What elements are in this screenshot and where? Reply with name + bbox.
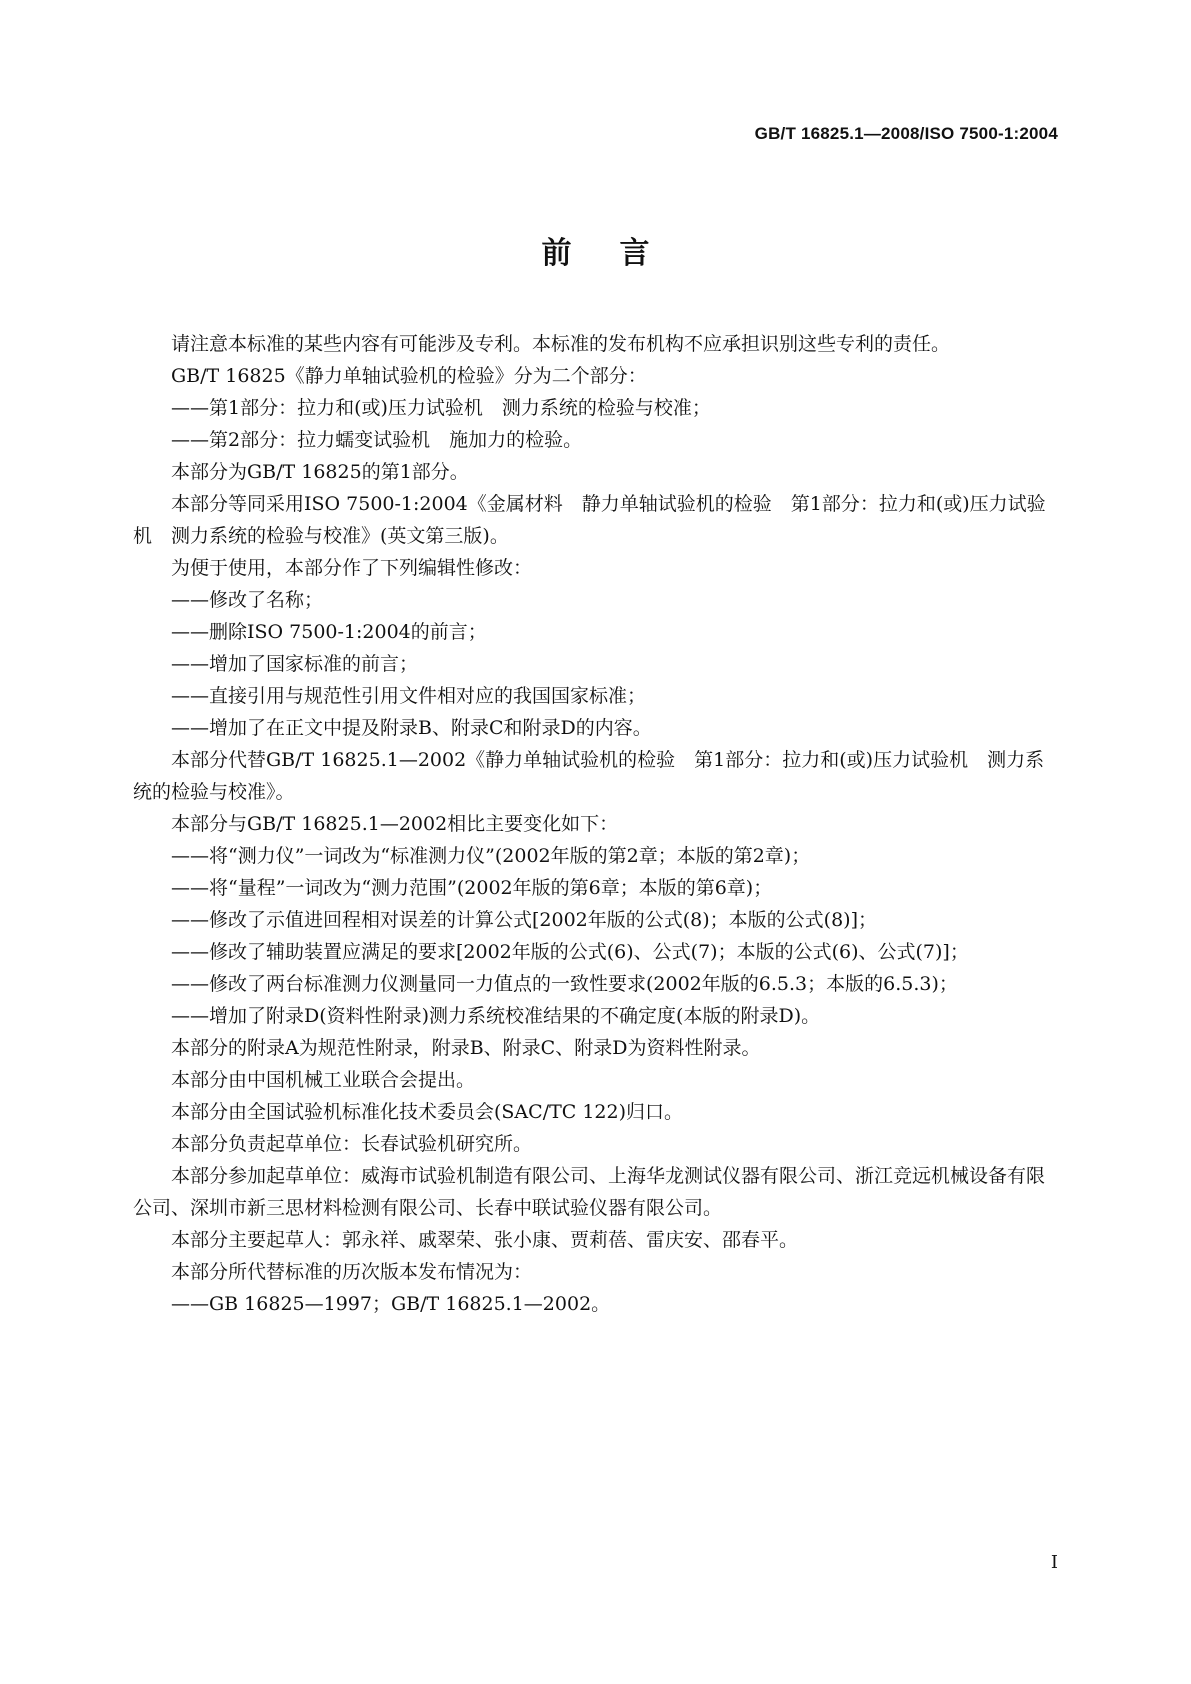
list-item: ——第1部分：拉力和(或)压力试验机 测力系统的检验与校准； xyxy=(171,397,711,419)
paragraph: 本部分的附录A为规范性附录，附录B、附录C、附录D为资料性附录。 xyxy=(171,1037,761,1059)
paragraph: 本部分主要起草人：郭永祥、戚翠荣、张小康、贾莉蓓、雷庆安、邵春平。 xyxy=(171,1229,799,1251)
paragraph: 请注意本标准的某些内容有可能涉及专利。本标准的发布机构不应承担识别这些专利的责任。 xyxy=(171,333,951,355)
page-title: 前言 xyxy=(541,236,698,271)
standard-code-header: GB/T 16825.1—2008/ISO 7500-1:2004 xyxy=(754,124,1058,143)
list-item: ——直接引用与规范性引用文件相对应的我国国家标准； xyxy=(171,685,647,707)
paragraph: 本部分参加起草单位：威海市试验机制造有限公司、上海华龙测试仪器有限公司、浙江竞远机械设备有限公司、深圳市新三思材料检测有限公司、长春中联试验仪器有限公司。 xyxy=(133,1165,1046,1219)
page-number: I xyxy=(1050,1552,1058,1573)
list-item: ——GB 16825—1997；GB/T 16825.1—2002。 xyxy=(171,1293,611,1315)
list-item: ——修改了示值进回程相对误差的计算公式[2002年版的公式(8)；本版的公式(8)]； xyxy=(171,909,878,931)
paragraph: 本部分为GB/T 16825的第1部分。 xyxy=(171,461,469,483)
list-item: ——增加了在正文中提及附录B、附录C和附录D的内容。 xyxy=(171,717,652,739)
paragraph: GB/T 16825《静力单轴试验机的检验》分为二个部分： xyxy=(171,365,647,387)
paragraph: 为便于使用，本部分作了下列编辑性修改： xyxy=(171,557,533,579)
foreword-body xyxy=(133,328,1061,1320)
paragraph: 本部分由中国机械工业联合会提出。 xyxy=(171,1069,476,1091)
list-item: ——修改了两台标准测力仪测量同一力值点的一致性要求(2002年版的6.5.3；本版的6.5.3)； xyxy=(171,973,958,995)
list-item: ——将“测力仪”一词改为“标准测力仪”(2002年版的第2章；本版的第2章)； xyxy=(171,845,811,867)
paragraph: 本部分代替GB/T 16825.1—2002《静力单轴试验机的检验 第1部分：拉力和(或)压力试验机 测力系统的检验与校准》。 xyxy=(133,749,1045,803)
paragraph: 本部分所代替标准的历次版本发布情况为： xyxy=(171,1261,533,1283)
list-item: ——修改了辅助装置应满足的要求[2002年版的公式(6)、公式(7)；本版的公式(6)、公式(7)]； xyxy=(171,941,969,963)
paragraph: 本部分由全国试验机标准化技术委员会(SAC/TC 122)归口。 xyxy=(171,1101,684,1123)
list-item: ——删除ISO 7500-1:2004的前言； xyxy=(171,621,487,643)
list-item: ——增加了国家标准的前言； xyxy=(171,653,419,675)
paragraph: 本部分与GB/T 16825.1—2002相比主要变化如下： xyxy=(171,813,619,835)
paragraph: 本部分负责起草单位：长春试验机研究所。 xyxy=(171,1133,533,1155)
list-item: ——第2部分：拉力蠕变试验机 施加力的检验。 xyxy=(171,429,583,451)
list-item: ——将“量程”一词改为“测力范围”(2002年版的第6章；本版的第6章)； xyxy=(171,877,773,899)
list-item: ——修改了名称； xyxy=(171,589,324,611)
paragraph: 本部分等同采用ISO 7500-1:2004《金属材料 静力单轴试验机的检验 第1部分：拉力和(或)压力试验机 测力系统的检验与校准》(英文第三版)。 xyxy=(133,493,1046,547)
list-item: ——增加了附录D(资料性附录)测力系统校准结果的不确定度(本版的附录D)。 xyxy=(171,1005,821,1027)
